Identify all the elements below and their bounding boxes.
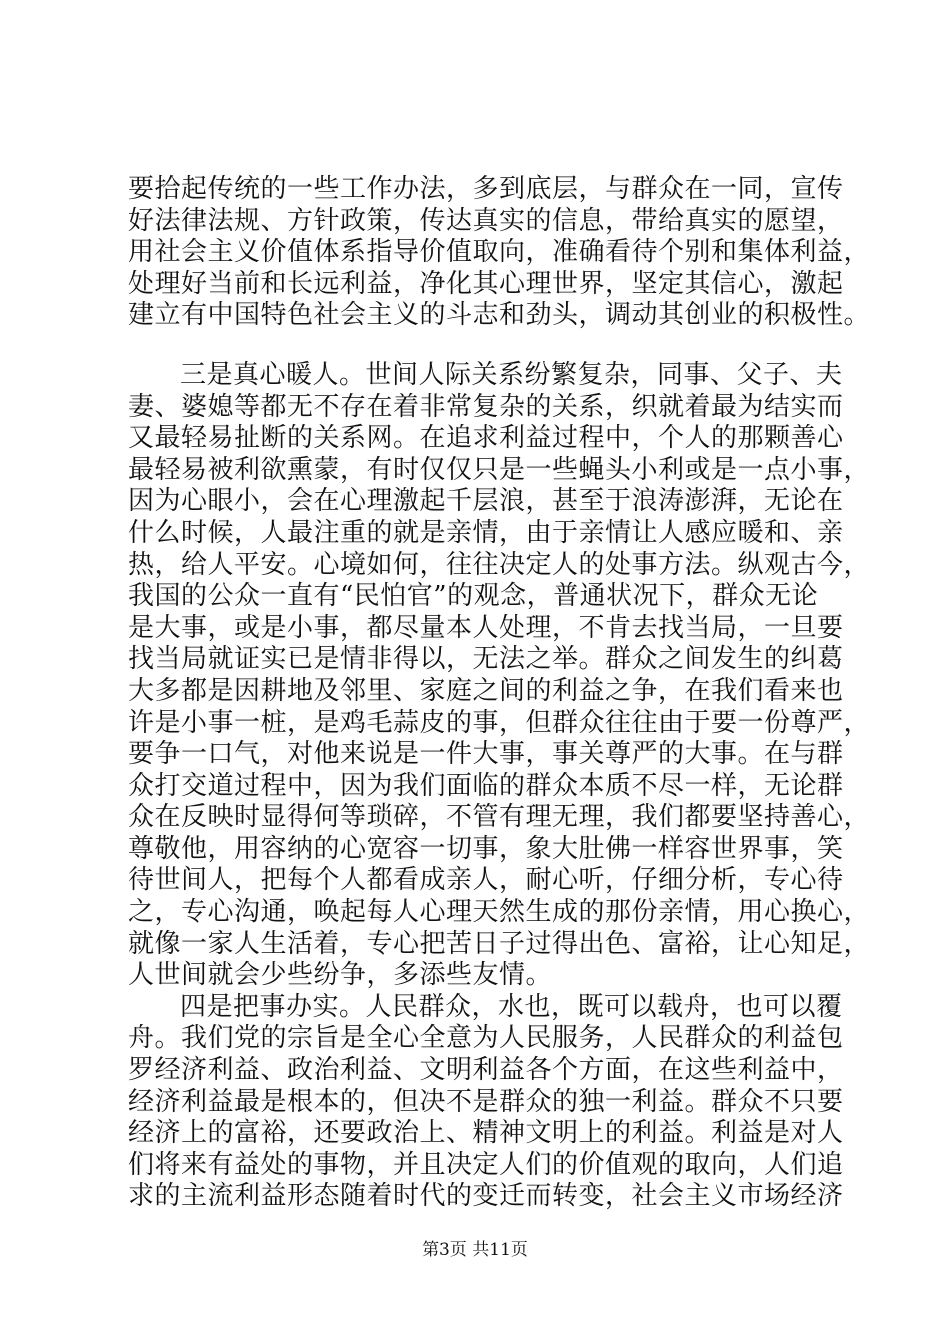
text-line: 舟。我们党的宗旨是全心全意为人民服务，人民群众的利益包 — [128, 1023, 844, 1054]
text-line: 许是小事一桩，是鸡毛蒜皮的事，但群众往往由于要一份尊严， — [128, 707, 871, 738]
text-line: 待世间人，把每个人都看成亲人，耐心听，仔细分析，专心待 — [128, 865, 844, 896]
text-line: 众打交道过程中，因为我们面临的群众本质不尽一样，无论群 — [128, 770, 844, 801]
text-line: 因为心眼小，会在心理激起千层浪，甚至于浪涛澎湃，无论在 — [128, 486, 844, 517]
text-line: 妻、婆媳等都无不存在着非常复杂的关系，织就着最为结实而 — [128, 391, 844, 422]
text-line: 热，给人平安。心境如何，往往决定人的处事方法。纵观古今， — [128, 549, 871, 580]
text-line: 又最轻易扯断的关系网。在追求利益过程中，个人的那颗善心 — [128, 423, 844, 454]
text-line: 人世间就会少些纷争，多添些友情。 — [128, 960, 553, 991]
text-line: 大多都是因耕地及邻里、家庭之间的利益之争，在我们看来也 — [128, 675, 844, 706]
text-line: 什么时候，人最注重的就是亲情，由于亲情让人感应暖和、亲 — [128, 517, 844, 548]
text-line: 找当局就证实已是情非得以，无法之举。群众之间发生的纠葛 — [128, 644, 844, 675]
text-line: 要争一口气，对他来说是一件大事，事关尊严的大事。在与群 — [128, 739, 844, 770]
text-line: 罗经济利益、政治利益、文明利益各个方面，在这些利益中， — [128, 1055, 844, 1086]
text-line: 要拾起传统的一些工作办法，多到底层，与群众在一同，宣传 — [128, 174, 844, 204]
text-line: 经济上的富裕，还要政治上、精神文明上的利益。利益是对人 — [128, 1118, 844, 1149]
text-line: 们将来有益处的事物，并且决定人们的价值观的取向，人们追 — [128, 1149, 844, 1180]
paragraph-gap — [128, 332, 840, 360]
text-line: 经济利益最是根本的，但决不是群众的独一利益。群众不只要 — [128, 1086, 844, 1117]
page-number-footer: 第3页 共11页 — [422, 1240, 528, 1260]
text-line: 之，专心沟通，唤起每人心理天然生成的那份亲情，用心换心， — [128, 897, 871, 928]
text-line: 就像一家人生活着，专心把苦日子过得出色、富裕，让心知足， — [128, 928, 871, 959]
text-line: 建立有中国特色社会主义的斗志和劲头，调动其创业的积极性。 — [128, 300, 871, 331]
text-line: 最轻易被利欲熏蒙，有时仅仅只是一些蝇头小利或是一点小事， — [128, 454, 871, 485]
paragraph-true-heart — [128, 359, 871, 992]
text-line: 求的主流利益形态随着时代的变迁而转变，社会主义市场经济 — [128, 1181, 844, 1212]
text-line: 三是真心暖人。世间人际关系纷繁复杂，同事、父子、夫 — [180, 359, 843, 390]
paragraph-do-things-solidly — [128, 991, 844, 1213]
text-line: 四是把事办实。人民群众，水也，既可以载舟，也可以覆 — [180, 991, 843, 1022]
text-line: 尊敬他，用容纳的心宽容一切事，象大肚佛一样容世界事，笑 — [128, 833, 844, 864]
text-line: 好法律法规、方针政策，传达真实的信息，带给真实的愿望， — [128, 205, 844, 236]
text-line: 用社会主义价值体系指导价值取向，准确看待个别和集体利益， — [128, 237, 871, 268]
text-line: 我国的公众一直有“民怕官”的观念，普通状况下，群众无论 — [128, 581, 819, 612]
text-line: 处理好当前和长远利益，净化其心理世界，坚定其信心，激起 — [128, 268, 844, 299]
document-body — [128, 174, 871, 1213]
text-line: 众在反映时显得何等琐碎，不管有理无理，我们都要坚持善心， — [128, 802, 871, 833]
paragraph-continuation — [128, 174, 871, 332]
text-line: 是大事，或是小事，都尽量本人处理，不肯去找当局，一旦要 — [128, 612, 844, 643]
